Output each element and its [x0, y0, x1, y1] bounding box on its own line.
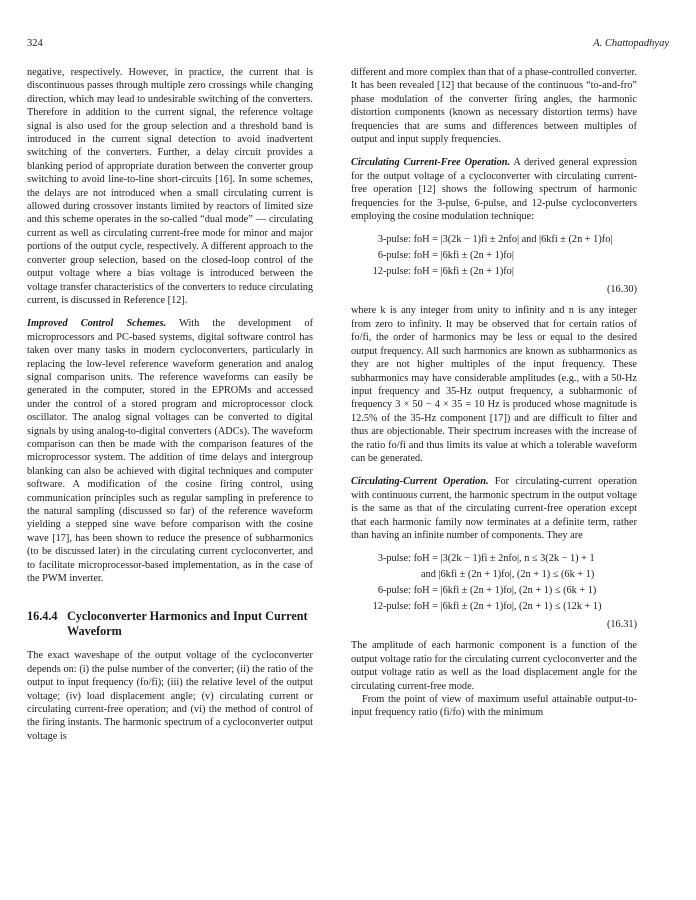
equation-number: (16.31): [606, 619, 637, 631]
page-number: 324: [27, 38, 43, 49]
equation-expression: and |6kfi ± (2n + 1)fo|, (2n + 1) ≤ (6k + 1): [421, 569, 595, 581]
right-column: [351, 66, 637, 720]
equation-label: 6-pulse:: [377, 250, 411, 262]
run-in-heading: Circulating-Current Operation.: [351, 476, 489, 488]
paragraph-body: A derived general expression for the output voltage of a cycloconverter with circulating current-free operation [12] shows the following spectrum of harmonic frequencies for the 3-pulse, 6-pulse, and 12-pulse cycloconverters employing the cosine modulation technique:: [351, 157, 638, 223]
equation-expression: foH = |3(2k − 1)fi ± 2nfo| and |6kfi ± (2n + 1)fo|: [413, 234, 613, 246]
equation-label: 12-pulse:: [372, 266, 411, 278]
equation-expression: foH = |6kfi ± (2n + 1)fo|, (2n + 1) ≤ (12k + 1): [413, 601, 602, 613]
equation-expression: foH = |6kfi ± (2n + 1)fo|: [413, 266, 514, 278]
paragraph-circulating-current-free: [351, 156, 637, 223]
equation-line: [351, 551, 637, 567]
equation-expression: foH = |6kfi ± (2n + 1)fo|, (2n + 1) ≤ (6k + 1): [413, 585, 597, 597]
equation-label: 6-pulse:: [377, 585, 411, 597]
running-author: A. Chattopadhyay: [593, 38, 669, 49]
section-number: 16.4.4: [27, 609, 58, 624]
paragraph-body: With the development of microprocessors and PC-based systems, digital software control has taken over many tasks in modern cycloconverters, particularly in replacing the low-level reference waveform generation and analog signal comparison units. The reference waveforms can easily be generated in the computer, stored in the EPROMs and accessed under the control of a stored program and microprocessor clock oscillator. The analog signal voltages can be converted to digital signals by using analog-to-digital converters (ADCs). The waveform comparison can then be made with the comparison features of the microprocessor system. The addition of time delays and intergroup blanking can also be achieved with digital techniques and computer software. A modification of the cosine firing control, using communication principles such as regular sampling in preference to the natural sampling (discussed so far) of the reference waveform yielding a stepped sine wave before comparison with the cosine wave [17], has been shown to reduce the presence of subharmonics (to be discussed later) in the circulating current cycloconverter, and to facilitate microprocessor-based implementation, as in the case of the PWM inverter.: [27, 318, 313, 585]
paragraph: The exact waveshape of the output voltage of the cycloconverter depends on: (i) the pulse number of the converter; (ii) the ratio of the output to input frequency (fo/fi); (iii) the relative level of the output voltage; (iv) load displacement angle; (v) circulating current or circulating current-free operation; and (vi) the method of control of the firing instants. The harmonic spectrum of a cycloconverter output voltage is: [27, 650, 313, 742]
equation-label: 3-pulse:: [377, 553, 411, 565]
equation-line: [351, 248, 637, 264]
equation-line: [351, 583, 637, 599]
equation-label: 12-pulse:: [372, 601, 411, 613]
equation-line: [351, 567, 637, 583]
section-heading: [27, 609, 313, 639]
paragraph-improved-control: [27, 317, 313, 585]
equation-number: (16.30): [606, 284, 637, 296]
equation-16-31: [351, 551, 637, 633]
paragraph: The amplitude of each harmonic component is a function of the output voltage ratio for the circulating current cycloconverter and the output voltage ratio as well as the load displacement angle for the circulating current-free mode.: [351, 640, 637, 692]
equation-line: [351, 264, 637, 280]
equation-expression: foH = |3(2k − 1)fi ± 2nfo|, n ≤ 3(2k − 1) + 1: [413, 553, 595, 565]
paragraph: where k is any integer from unity to infinity and n is any integer from zero to infinity. It may be observed that for certain ratios of fo/fi, the order of harmonics may be less or equal to the desired output frequency. All such harmonics are known as subharmonics as they are not higher multiples of the input frequency. These subharmonics may have considerable amplitudes (e.g., with a 50-Hz input frequency and 35-Hz output frequency, a subharmonic of frequency 3 × 50 − 4 × 35 = 10 Hz is produced whose magnitude is 12.5% of the 35-Hz component [17]) and are difficult to filter and thus are objectionable. Their spectrum increases with the increase of the ratio fo/fi and thus limits its value at which a tolerable waveform can be generated.: [351, 305, 637, 464]
paragraph: different and more complex than that of a phase-controlled converter. It has been revealed [12] that because of the continuous “to-and-fro” phase modulation of the converter firing angles, the harmonic distortion components (known as necessary distortion terms) have frequencies that are sums and differences between multiples of output and input supply frequencies.: [351, 67, 637, 146]
paragraph: From the point of view of maximum useful attainable output-to-input frequency ratio (fi/fo) with the minimum: [351, 694, 637, 719]
equation-16-30: [351, 232, 637, 298]
equation-expression: foH = |6kfi ± (2n + 1)fo|: [413, 250, 514, 262]
paragraph-circulating-current: [351, 475, 637, 542]
equation-label: 3-pulse:: [377, 234, 411, 246]
equation-line: [351, 599, 637, 615]
run-in-heading: Circulating Current-Free Operation.: [351, 157, 511, 169]
paragraph-body: For circulating-current operation with continuous current, the harmonic spectrum in the output voltage is the same as that of the circulating current-free operation except that each harmonic family now terminates at a definite term, rather than having an infinite number of components. They are: [351, 476, 638, 541]
section-title: Cycloconverter Harmonics and Input Current Waveform: [67, 609, 308, 639]
equation-line: [351, 232, 637, 248]
left-column: [27, 66, 313, 743]
page-header: [27, 38, 669, 52]
run-in-heading: Improved Control Schemes.: [27, 318, 167, 330]
paragraph: negative, respectively. However, in practice, the current that is discontinuous passes through multiple zero crossings while changing direction, which may lead to undesirable switching of the converters. Therefore in addition to the current signal, the reference voltage signal is also used for the group selection and a threshold band is introduced in the current signal detection to avoid inadvertent switching of the converters. Further, a delay circuit provides a blanking period of appropriate duration between the converter group switching to avoid line-to-line short-circuits [16]. In some schemes, the delays are not introduced when a small circulating current is allowed during crossover instants limited by reactors of limited size and this scheme operates in the so-called “dual mode” — circulating current as well as circulating current-free mode for minor and major portions of the output cycle, respectively. A different approach to the converter group selection, based on the closed-loop control of the output voltage where a bias voltage is introduced between the voltage transfer characteristics of the converters to reduce circulating current, is discussed in Reference [12].: [27, 67, 313, 306]
